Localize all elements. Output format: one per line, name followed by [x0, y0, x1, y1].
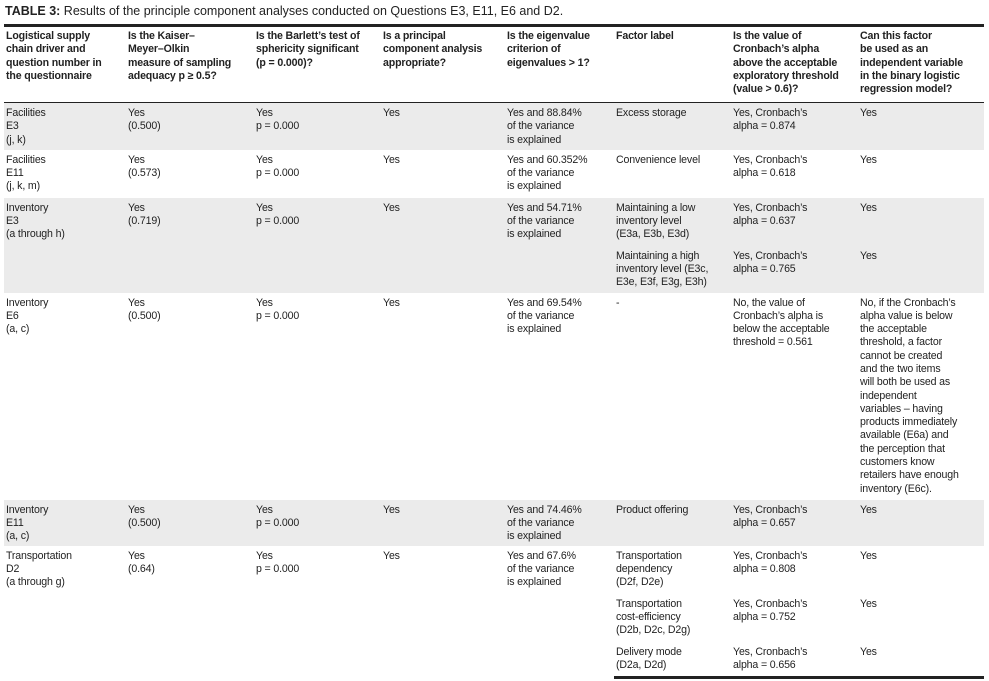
factor-label-cell: - — [616, 296, 620, 309]
usable-cell: Yes — [860, 153, 877, 166]
header-driver: Logistical supply chain driver and question number in the questionnaire — [6, 30, 102, 82]
driver-cell: Inventory E11 (a, c) — [4, 500, 126, 546]
table-row — [4, 198, 984, 246]
kmo-cell: Yes (0.573) — [128, 153, 161, 179]
eigenvalue-cell: Yes and 74.46% of the variance is explained — [505, 500, 614, 546]
driver-cell: Facilities E3 (j, k) — [4, 103, 126, 150]
header-cronbach-alpha: Is the value of Cronbach’s alpha above the acceptable exploratory threshold (value > 0.6)? — [733, 30, 839, 96]
cronbach-alpha-cell: Yes, Cronbach’s alpha = 0.637 — [731, 198, 858, 246]
eigenvalue-cell: Yes and 88.84% of the variance is explained — [505, 103, 614, 150]
factor-label-cell: Maintaining a low inventory level (E3a, E3b, E3d) — [614, 198, 731, 246]
usable-cell: Yes — [858, 500, 984, 546]
bartlett-cell: Yes p = 0.000 — [256, 296, 300, 322]
table-row — [4, 500, 984, 546]
header-bartlett: Is the Barlett’s test of sphericity significant (p = 0.000)? — [256, 30, 360, 69]
pca-cell: Yes — [383, 153, 400, 166]
bartlett-cell: Yes p = 0.000 — [254, 198, 381, 293]
pca-cell: Yes — [383, 296, 400, 309]
factor-label-cell: Maintaining a high inventory level (E3c, E3e, E3f, E3g, E3h) — [614, 246, 731, 293]
table-title: Results of the principle component analyses conducted on Questions E3, E11, E6 and D2. — [60, 4, 564, 18]
header-factor-label: Factor label — [616, 30, 674, 42]
kmo-cell: Yes (0.500) — [126, 500, 254, 546]
results-table — [4, 24, 984, 679]
bartlett-cell: Yes p = 0.000 — [256, 549, 300, 575]
driver-cell: Facilities E11 (j, k, m) — [6, 153, 46, 193]
driver-cell: Inventory E3 (a through h) — [4, 198, 126, 293]
kmo-cell: Yes (0.719) — [126, 198, 254, 293]
kmo-cell: Yes (0.500) — [128, 296, 161, 322]
bartlett-cell: Yes p = 0.000 — [256, 153, 300, 179]
table-row — [4, 546, 984, 594]
usable-cell: Yes — [860, 549, 877, 562]
usable-cell: No, if the Cronbach’s alpha value is below the acceptable threshold, a factor cannot be created and the two items will both be used as independent variables – having products immediately available (E6a) and the perception that customers know retailers have enough inventory (E6c). — [860, 296, 959, 495]
cronbach-alpha-cell: Yes, Cronbach’s alpha = 0.874 — [731, 103, 858, 150]
bartlett-cell: Yes p = 0.000 — [254, 103, 381, 150]
pca-cell: Yes — [381, 500, 505, 546]
header-usable: Can this factor be used as an independent variable in the binary logistic regression model? — [860, 30, 963, 96]
table-caption — [5, 4, 563, 18]
factor-label-cell: Transportation cost-efficiency (D2b, D2c, D2g) — [616, 597, 691, 637]
kmo-cell: Yes (0.500) — [126, 103, 254, 150]
eigenvalue-cell: Yes and 54.71% of the variance is explained — [505, 198, 614, 293]
table-row — [4, 293, 984, 500]
eigenvalue-cell: Yes and 69.54% of the variance is explained — [507, 296, 582, 336]
bartlett-cell: Yes p = 0.000 — [254, 500, 381, 546]
kmo-cell: Yes (0.64) — [128, 549, 155, 575]
usable-cell: Yes — [858, 246, 984, 293]
factor-label-cell: Transportation dependency (D2f, D2e) — [616, 549, 682, 589]
header-kmo: Is the Kaiser– Meyer–Olkin measure of sampling adequacy p ≥ 0.5? — [128, 30, 232, 82]
factor-label-cell: Delivery mode (D2a, D2d) — [614, 642, 731, 678]
cronbach-alpha-cell: Yes, Cronbach’s alpha = 0.808 — [733, 549, 808, 575]
driver-cell: Inventory E6 (a, c) — [6, 296, 49, 336]
table-header — [4, 26, 984, 103]
cronbach-alpha-cell: Yes, Cronbach’s alpha = 0.657 — [731, 500, 858, 546]
header-eigenvalue: Is the eigenvalue criterion of eigenvalues > 1? — [507, 30, 590, 69]
pca-cell: Yes — [381, 103, 505, 150]
driver-cell: Transportation D2 (a through g) — [6, 549, 72, 589]
pca-cell: Yes — [381, 198, 505, 293]
table-number: TABLE 3: — [5, 4, 61, 18]
cronbach-alpha-cell: Yes, Cronbach’s alpha = 0.656 — [731, 642, 858, 678]
cronbach-alpha-cell: No, the value of Cronbach’s alpha is below the acceptable threshold = 0.561 — [733, 296, 830, 349]
factor-label-cell: Convenience level — [616, 153, 701, 166]
usable-cell: Yes — [858, 642, 984, 678]
cronbach-alpha-cell: Yes, Cronbach’s alpha = 0.618 — [733, 153, 808, 179]
usable-cell: Yes — [858, 198, 984, 246]
usable-cell: Yes — [860, 597, 877, 610]
cronbach-alpha-cell: Yes, Cronbach’s alpha = 0.765 — [731, 246, 858, 293]
cronbach-alpha-cell: Yes, Cronbach’s alpha = 0.752 — [733, 597, 808, 623]
usable-cell: Yes — [858, 103, 984, 150]
header-pca: Is a principal component analysis appropriate? — [383, 30, 483, 69]
table-body — [4, 103, 984, 678]
eigenvalue-cell: Yes and 60.352% of the variance is explained — [507, 153, 588, 193]
factor-label-cell: Product offering — [614, 500, 731, 546]
pca-cell: Yes — [383, 549, 400, 562]
table-row — [4, 103, 984, 150]
factor-label-cell: Excess storage — [614, 103, 731, 150]
eigenvalue-cell: Yes and 67.6% of the variance is explained — [507, 549, 576, 589]
table-row — [4, 150, 984, 198]
